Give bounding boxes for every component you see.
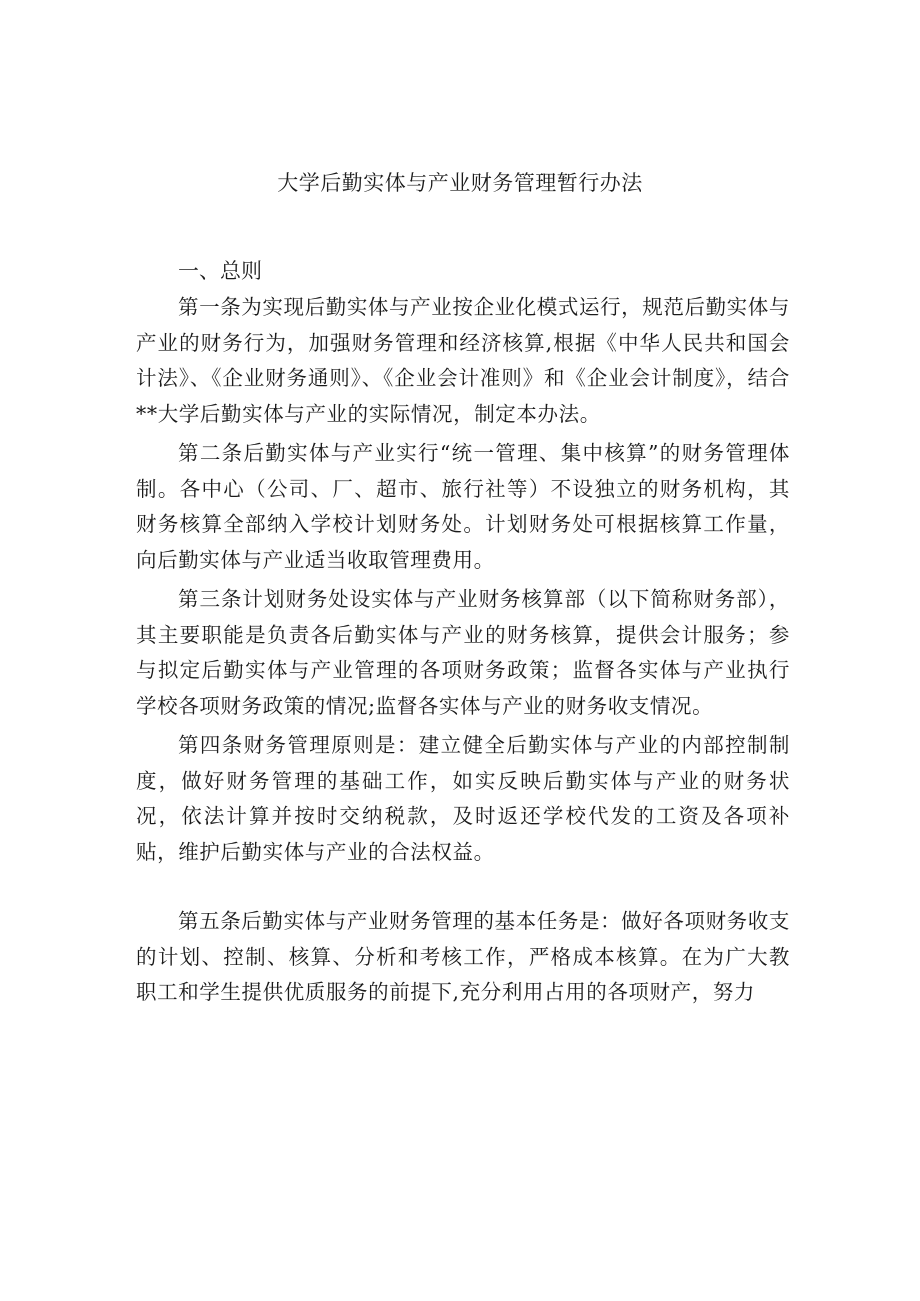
section-heading-general-provisions: 一、总则 bbox=[178, 259, 262, 283]
article-3-paragraph: 第三条计划财务处设实体与产业财务核算部（以下简称财务部），其主要职能是负责各后勤实体与产业的财务核算，提供会计服务；参与拟定后勤实体与产业管理的各项财务政策；监督各实体与产业执行学校各项财务政策的情况;监督各实体与产业的财务收支情况。 bbox=[136, 587, 790, 718]
document-body bbox=[136, 252, 790, 1011]
article-1-paragraph: 第一条为实现后勤实体与产业按企业化模式运行，规范后勤实体与产业的财务行为，加强财务管理和经济核算,根据《中华人民共和国会计法》、《企业财务通则》、《企业会计准则》和《企业会计制度》，结合**大学后勤实体与产业的实际情况，制定本办法。 bbox=[136, 295, 790, 426]
article-2-paragraph: 第二条后勤实体与产业实行“统一管理、集中核算”的财务管理体制。各中心（公司、厂、超市、旅行社等）不设独立的财务机构，其财务核算全部纳入学校计划财务处。计划财务处可根据核算工作量，向后勤实体与产业适当收取管理费用。 bbox=[136, 441, 790, 572]
article-4-paragraph: 第四条财务管理原则是：建立健全后勤实体与产业的内部控制制度，做好财务管理的基础工作，如实反映后勤实体与产业的财务状况，依法计算并按时交纳税款，及时返还学校代发的工资及各项补贴，维护后勤实体与产业的合法权益。 bbox=[136, 733, 790, 864]
article-5-paragraph: 第五条后勤实体与产业财务管理的基本任务是：做好各项财务收支的计划、控制、核算、分析和考核工作，严格成本核算。在为广大教职工和学生提供优质服务的前提下,充分利用占用的各项财产，努力 bbox=[136, 909, 790, 1004]
document-title: 大学后勤实体与产业财务管理暂行办法 bbox=[277, 171, 643, 195]
